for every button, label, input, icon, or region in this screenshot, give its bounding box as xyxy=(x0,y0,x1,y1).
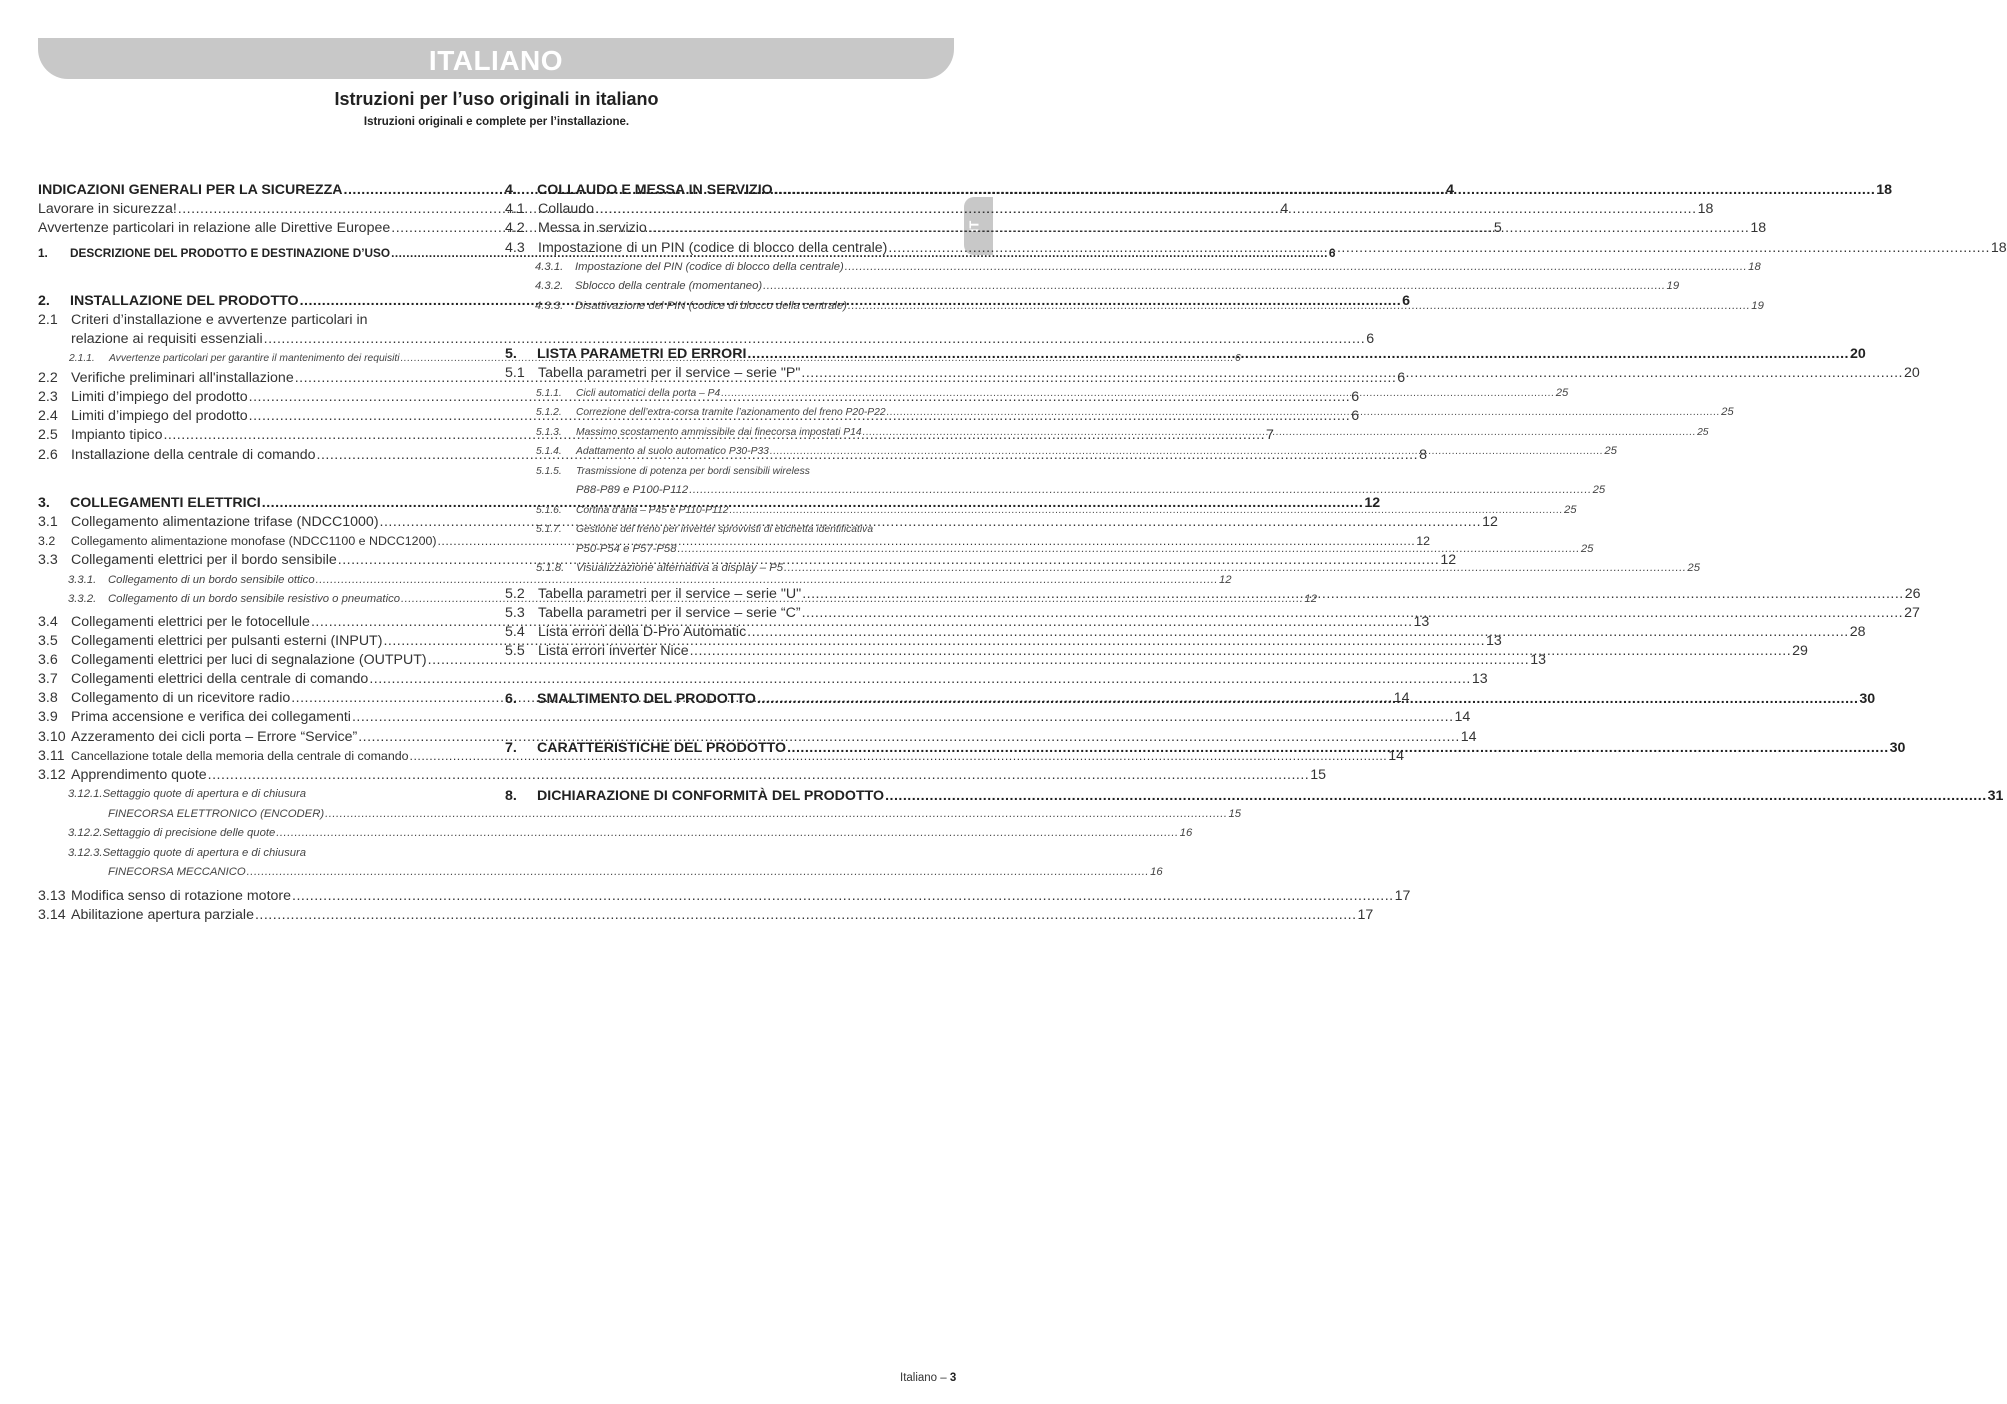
toc-entry-page: 5 xyxy=(1493,220,1502,237)
toc-entry-page: 12 xyxy=(1219,573,1232,586)
toc-subentry[interactable] xyxy=(505,384,1569,404)
toc-entry-text: COLLEGAMENTI ELETTRICI xyxy=(70,494,261,511)
toc-entry-text: Lista errori della D-Pro Automatic xyxy=(538,624,747,640)
toc-entry-text: Abilitazione apertura parziale xyxy=(71,906,254,923)
toc-entry-page: 13 xyxy=(1530,651,1546,668)
toc-entry-text: Cancellazione totale della memoria della centrale di comando xyxy=(71,748,409,763)
toc-entry-text: Trasmissione di potenza per bordi sensibili wireless xyxy=(576,465,810,477)
toc-entry-page: 25 xyxy=(1721,406,1734,419)
toc-entry-text: Visualizzazione alternativa a display – P5 xyxy=(576,562,784,575)
toc-entry-page: 17 xyxy=(1357,906,1374,923)
toc-entry[interactable] xyxy=(505,239,2007,258)
toc-entry[interactable] xyxy=(505,345,1866,364)
toc-entry-text: Impianto tipico xyxy=(71,427,163,444)
toc-entry-number: 3.8 xyxy=(38,690,58,707)
toc-entry-text: Limiti d’impiego del prodotto xyxy=(71,408,248,425)
toc-entry-text: Collegamento di un ricevitore radio xyxy=(71,690,291,707)
toc-entry-text: SMALTIMENTO DEL PRODOTTO xyxy=(537,691,756,708)
toc-entry-page: 20 xyxy=(1849,346,1866,363)
toc-entry-number: 4.2 xyxy=(505,220,525,237)
toc-entry-number: 4.3.1. xyxy=(535,260,564,273)
toc-entry[interactable] xyxy=(505,364,1920,383)
toc-entry-text: Prima accensione e verifica dei collegamenti xyxy=(71,709,351,726)
toc-entry-text: Correzione dell’extra-corsa tramite l’azionamento del freno P20-P22 xyxy=(576,407,886,419)
toc-subentry[interactable] xyxy=(38,785,481,805)
toc-entry-page: 29 xyxy=(1792,643,1808,660)
toc-entry-text: Gestione del freno per inverter sprovvisti di etichetta identificativa xyxy=(576,524,874,536)
toc-entry-text: Impostazione di un PIN (codice di blocco della centrale) xyxy=(538,239,888,256)
toc-entry-text: Sblocco della centrale (momentaneo) xyxy=(575,280,763,293)
toc-entry-number: 3.12.2. xyxy=(68,827,103,840)
toc-entry-number: 5.1.2. xyxy=(536,407,562,419)
toc-subentry[interactable] xyxy=(38,824,1193,844)
toc-entry-text: DICHIARAZIONE DI CONFORMITÀ DEL PRODOTTO xyxy=(537,787,885,804)
toc-entry-text: DESCRIZIONE DEL PRODOTTO E DESTINAZIONE D’USO xyxy=(70,245,391,260)
toc-entry-page: 13 xyxy=(1471,671,1488,688)
language-side-tab-label: IT xyxy=(966,220,982,233)
toc-entry-page: 30 xyxy=(1859,691,1876,708)
toc-entry-text: LISTA PARAMETRI ED ERRORI xyxy=(537,346,747,363)
toc-entry-page: 6 xyxy=(1351,389,1360,405)
toc-entry-number: 4.1 xyxy=(505,201,525,218)
toc-entry-page: 4 xyxy=(1446,182,1454,198)
toc-entry-number: 3.6 xyxy=(38,651,58,668)
toc-entry-page: 6 xyxy=(1366,331,1375,348)
toc-entry-number: 3.3 xyxy=(38,552,58,569)
toc-entry-number: 3. xyxy=(38,494,50,511)
toc-entry-page: 25 xyxy=(1563,503,1577,516)
document-subtitle: Istruzioni originali e complete per l’installazione. xyxy=(363,116,630,128)
toc-entry-text: Tabella parametri per il service – serie “C” xyxy=(538,604,801,621)
toc-subentry[interactable] xyxy=(505,501,1577,521)
toc-entry-page: 7 xyxy=(1266,427,1274,444)
toc-entry-number: 4.3.3. xyxy=(535,299,564,312)
toc-subentry[interactable] xyxy=(505,277,1680,297)
toc-entry-page: 25 xyxy=(1580,542,1594,555)
toc-entry-text: FINECORSA MECCANICO xyxy=(108,866,246,879)
toc-entry-text: Impostazione del PIN (codice di blocco della centrale) xyxy=(575,260,844,273)
toc-entry-number: 5.1.8. xyxy=(536,562,565,575)
footer-page-number: 3 xyxy=(949,1372,957,1384)
toc-entry-page: 26 xyxy=(1904,585,1921,602)
toc-entry-page: 12 xyxy=(1416,534,1431,549)
toc-entry-number: 5.1.4. xyxy=(536,446,562,458)
toc-entry-text: COLLAUDO E MESSA IN SERVIZIO xyxy=(537,182,773,198)
toc-entry[interactable] xyxy=(505,787,2004,806)
toc-entry-page: 25 xyxy=(1604,445,1617,458)
toc-entry[interactable] xyxy=(38,311,481,330)
toc-entry-text: Tabella parametri per il service – serie "P" xyxy=(538,365,801,382)
toc-entry-text: Settaggio quote di apertura e di chiusura xyxy=(102,846,307,859)
toc-entry-number: 6. xyxy=(505,691,517,708)
toc-entry-text: Massimo scostamento ammissibile dai finecorsa impostati P14 xyxy=(576,426,862,438)
toc-entry-text: Installazione della centrale di comando xyxy=(71,446,316,463)
toc-entry-page: 18 xyxy=(1697,201,1714,218)
toc-entry-number: 2.1 xyxy=(38,311,58,328)
toc-entry-text: Lavorare in sicurezza! xyxy=(38,201,177,218)
toc-entry-number: 1. xyxy=(38,245,48,260)
toc-entry-page: 12 xyxy=(1364,494,1381,511)
toc-entry-text: Collegamenti elettrici della centrale di comando xyxy=(71,671,369,688)
toc-entry-number: 3.13 xyxy=(38,887,66,904)
toc-entry-text: Collegamenti elettrici per le fotocellule xyxy=(71,613,310,630)
toc-entry-number: 5.1.3. xyxy=(536,426,562,438)
toc-entry-page: 12 xyxy=(1304,593,1317,605)
toc-entry-page: 16 xyxy=(1150,866,1163,879)
toc-entry-text: INDICAZIONI GENERALI PER LA SICUREZZA xyxy=(38,182,343,198)
toc-entry-page: 27 xyxy=(1904,604,1920,621)
toc-entry-text: Criteri d’installazione e avvertenze particolari in xyxy=(71,311,368,328)
toc-subentry[interactable] xyxy=(505,403,1734,423)
toc-entry-text: Collegamenti elettrici per pulsanti esterni (INPUT) xyxy=(71,632,383,649)
toc-entry-page: 19 xyxy=(1666,280,1680,293)
toc-entry-number: 5.1.5. xyxy=(536,465,562,477)
toc-entry-text: Settaggio di precisione delle quote xyxy=(102,827,276,840)
toc-entry-text: Azzeramento dei cicli porta – Errore “Service” xyxy=(71,728,358,745)
toc-entry-page: 14 xyxy=(1454,709,1471,726)
toc-entry-page: 8 xyxy=(1419,446,1427,463)
toc-subentry[interactable] xyxy=(38,571,1232,591)
toc-entry-page: 16 xyxy=(1179,827,1193,840)
toc-subentry[interactable] xyxy=(505,423,1709,443)
toc-entry-number: 2.2 xyxy=(38,369,58,386)
toc-entry-text: FINECORSA ELETTRONICO (ENCODER) xyxy=(108,807,325,820)
toc-entry-text: Verifiche preliminari all'installazione xyxy=(71,369,294,386)
toc-entry[interactable] xyxy=(505,181,1893,200)
toc-entry-page: 15 xyxy=(1228,807,1242,820)
footer-language-label: Italiano – xyxy=(900,1372,947,1384)
toc-entry-page: 18 xyxy=(1748,260,1761,273)
toc-entry-number: 3.4 xyxy=(38,613,58,630)
toc-entry-number: 4.3 xyxy=(505,239,525,256)
toc-subentry[interactable] xyxy=(505,462,949,482)
toc-entry-number: 2.6 xyxy=(38,446,58,463)
toc-entry-number: 3.5 xyxy=(38,632,58,649)
toc-entry-page: 18 xyxy=(1876,182,1893,198)
toc-entry[interactable] xyxy=(38,906,1374,925)
toc-entry-page: 12 xyxy=(1482,513,1498,530)
toc-entry-number: 2.5 xyxy=(38,427,58,444)
toc-entry-page: 18 xyxy=(1990,239,2007,256)
toc-entry-number: 2.1.1. xyxy=(69,353,95,365)
toc-entry-number: 8. xyxy=(505,787,517,804)
toc-entry-text: Disattivazione del PIN (codice di blocco della centrale) xyxy=(575,299,847,312)
toc-entry-number: 2.4 xyxy=(38,408,58,425)
toc-entry-page: 6 xyxy=(1397,369,1406,386)
toc-entry-text: P50-P54 e P57-P58 xyxy=(576,542,677,555)
toc-subentry-continuation[interactable] xyxy=(38,863,1163,883)
toc-entry-page: 15 xyxy=(1310,767,1327,783)
toc-entry-number: 5.2 xyxy=(505,585,525,602)
toc-entry-number: 4. xyxy=(505,182,517,198)
toc-entry-text: Collaudo xyxy=(538,201,595,218)
toc-entry-number: 5.5 xyxy=(505,643,525,660)
toc-entry-number: 3.14 xyxy=(38,906,66,923)
toc-entry-text: Collegamento di un bordo sensibile resistivo o pneumatico xyxy=(108,593,401,605)
toc-entry-page: 31 xyxy=(1987,787,2004,804)
toc-entry-text: Collegamenti elettrici per luci di segnalazione (OUTPUT) xyxy=(71,651,427,668)
toc-subentry[interactable] xyxy=(505,442,1617,462)
toc-entry-page: 30 xyxy=(1889,739,1906,756)
toc-entry-page: 25 xyxy=(1687,562,1700,575)
toc-entry-number: 5.1.6. xyxy=(536,504,562,516)
toc-entry-page: 25 xyxy=(1697,426,1709,438)
toc-entry-text: Avvertenze particolari in relazione alle Direttive Europee xyxy=(38,220,391,237)
toc-entry-number: 3.12.3. xyxy=(68,846,103,859)
toc-subentry[interactable] xyxy=(505,297,1764,317)
toc-entry-number: 3.12 xyxy=(38,767,66,783)
language-title: ITALIANO xyxy=(428,45,564,76)
toc-entry-text: Collegamento di un bordo sensibile ottico xyxy=(108,573,315,586)
toc-entry-text: Collegamenti elettrici per il bordo sensibile xyxy=(71,552,337,569)
toc-entry-text: Modifica senso di rotazione motore xyxy=(71,887,292,904)
toc-entry-page: 28 xyxy=(1849,624,1866,640)
toc-entry-page: 14 xyxy=(1460,728,1477,745)
toc-entry-number: 5. xyxy=(505,346,517,363)
toc-entry-number: 3.10 xyxy=(38,728,66,745)
toc-entry-text: Cortina d’aria – P45 e P110-P112 xyxy=(576,504,729,516)
toc-entry-number: 3.1 xyxy=(38,513,58,530)
toc-entry-page: 6 xyxy=(1402,292,1411,309)
toc-entry-page: 6 xyxy=(1235,353,1241,365)
toc-entry-number: 3.3.2. xyxy=(68,593,97,605)
toc-entry-number: 3.7 xyxy=(38,671,58,688)
toc-entry-number: 4.3.2. xyxy=(535,280,564,293)
toc-entry-number: 3.12.1. xyxy=(68,788,103,801)
document-title: Istruzioni per l’uso originali in italiano xyxy=(334,89,659,109)
toc-entry-number: 3.2 xyxy=(38,534,56,549)
toc-entry-text: Messa in servizio xyxy=(538,220,647,237)
toc-entry-text: P88-P89 e P100-P112 xyxy=(576,484,689,497)
toc-entry-number: 2.3 xyxy=(38,389,58,405)
toc-entry-text: INSTALLAZIONE DEL PRODOTTO xyxy=(70,292,299,309)
toc-entry-text: Collegamento alimentazione trifase (NDCC1000) xyxy=(71,513,379,530)
toc-entry-page: 18 xyxy=(1750,220,1767,237)
toc-subentry-continuation[interactable] xyxy=(505,481,1606,501)
toc-right-column xyxy=(505,181,2007,806)
toc-entry-text: Limiti d’impiego del prodotto xyxy=(71,389,248,405)
toc-entry-number: 2. xyxy=(38,292,50,309)
toc-entry-text: Settaggio quote di apertura e di chiusura xyxy=(102,788,307,801)
toc-entry-continuation[interactable] xyxy=(38,330,1375,349)
page-footer xyxy=(900,1372,956,1384)
toc-entry-number: 5.1.1. xyxy=(536,387,562,399)
toc-entry-page: 6 xyxy=(1351,408,1360,425)
toc-subentry[interactable] xyxy=(505,258,1761,278)
toc-entry-page: 17 xyxy=(1394,887,1411,904)
toc-subentry[interactable] xyxy=(38,844,481,864)
toc-entry-page: 19 xyxy=(1751,299,1764,312)
toc-entry-page: 25 xyxy=(1555,386,1569,399)
toc-entry-page: 14 xyxy=(1393,690,1410,707)
toc-entry-text: Avvertenze particolari per garantire il mantenimento dei requisiti xyxy=(109,353,400,365)
toc-entry-number: 3.11 xyxy=(38,747,65,764)
toc-entry-text: Cicli automatici della porta – P4 xyxy=(576,387,721,399)
toc-entry-number: 5.1 xyxy=(505,365,525,382)
toc-subentry[interactable] xyxy=(505,520,949,540)
toc-entry-page: 6 xyxy=(1328,245,1336,260)
toc-entry-text: Collegamento alimentazione monofase (NDCC1100 e NDCC1200) xyxy=(71,534,437,549)
toc-entry-page: 4 xyxy=(1280,201,1289,218)
toc-entry-text: Adattamento al suolo automatico P30-P33 xyxy=(576,446,769,458)
toc-entry-text: Apprendimento quote xyxy=(71,767,207,783)
toc-entry-page: 13 xyxy=(1486,632,1502,649)
toc-entry-text: CARATTERISTICHE DEL PRODOTTO xyxy=(537,739,787,756)
toc-entry[interactable] xyxy=(505,200,1714,219)
toc-entry-page: 20 xyxy=(1903,365,1920,382)
toc-entry-page: 25 xyxy=(1592,484,1606,497)
toc-entry[interactable] xyxy=(38,670,1488,689)
toc-entry[interactable] xyxy=(38,708,1471,727)
toc-entry[interactable] xyxy=(38,766,1327,785)
toc-entry-number: 7. xyxy=(505,739,517,756)
language-header-bar xyxy=(38,38,954,79)
toc-entry-number: 5.3 xyxy=(505,604,525,621)
toc-entry[interactable] xyxy=(38,728,1477,747)
toc-entry-page: 12 xyxy=(1440,552,1457,569)
toc-entry[interactable] xyxy=(38,887,1411,906)
toc-entry-text: Tabella parametri per il service – serie "U" xyxy=(538,585,802,602)
toc-entry-text: Lista errori inverter Nice xyxy=(538,643,689,660)
toc-entry-number: 3.3.1. xyxy=(68,573,97,586)
toc-entry-number: 5.4 xyxy=(505,624,525,640)
toc-entry-text: relazione ai requisiti essenziali xyxy=(71,331,263,348)
toc-entry-number: 3.9 xyxy=(38,709,58,726)
toc-subentry-continuation[interactable] xyxy=(38,805,1242,825)
toc-entry-page: 13 xyxy=(1413,613,1430,630)
toc-entry-number: 5.1.7. xyxy=(536,524,562,536)
toc-entry-page: 14 xyxy=(1388,747,1405,764)
